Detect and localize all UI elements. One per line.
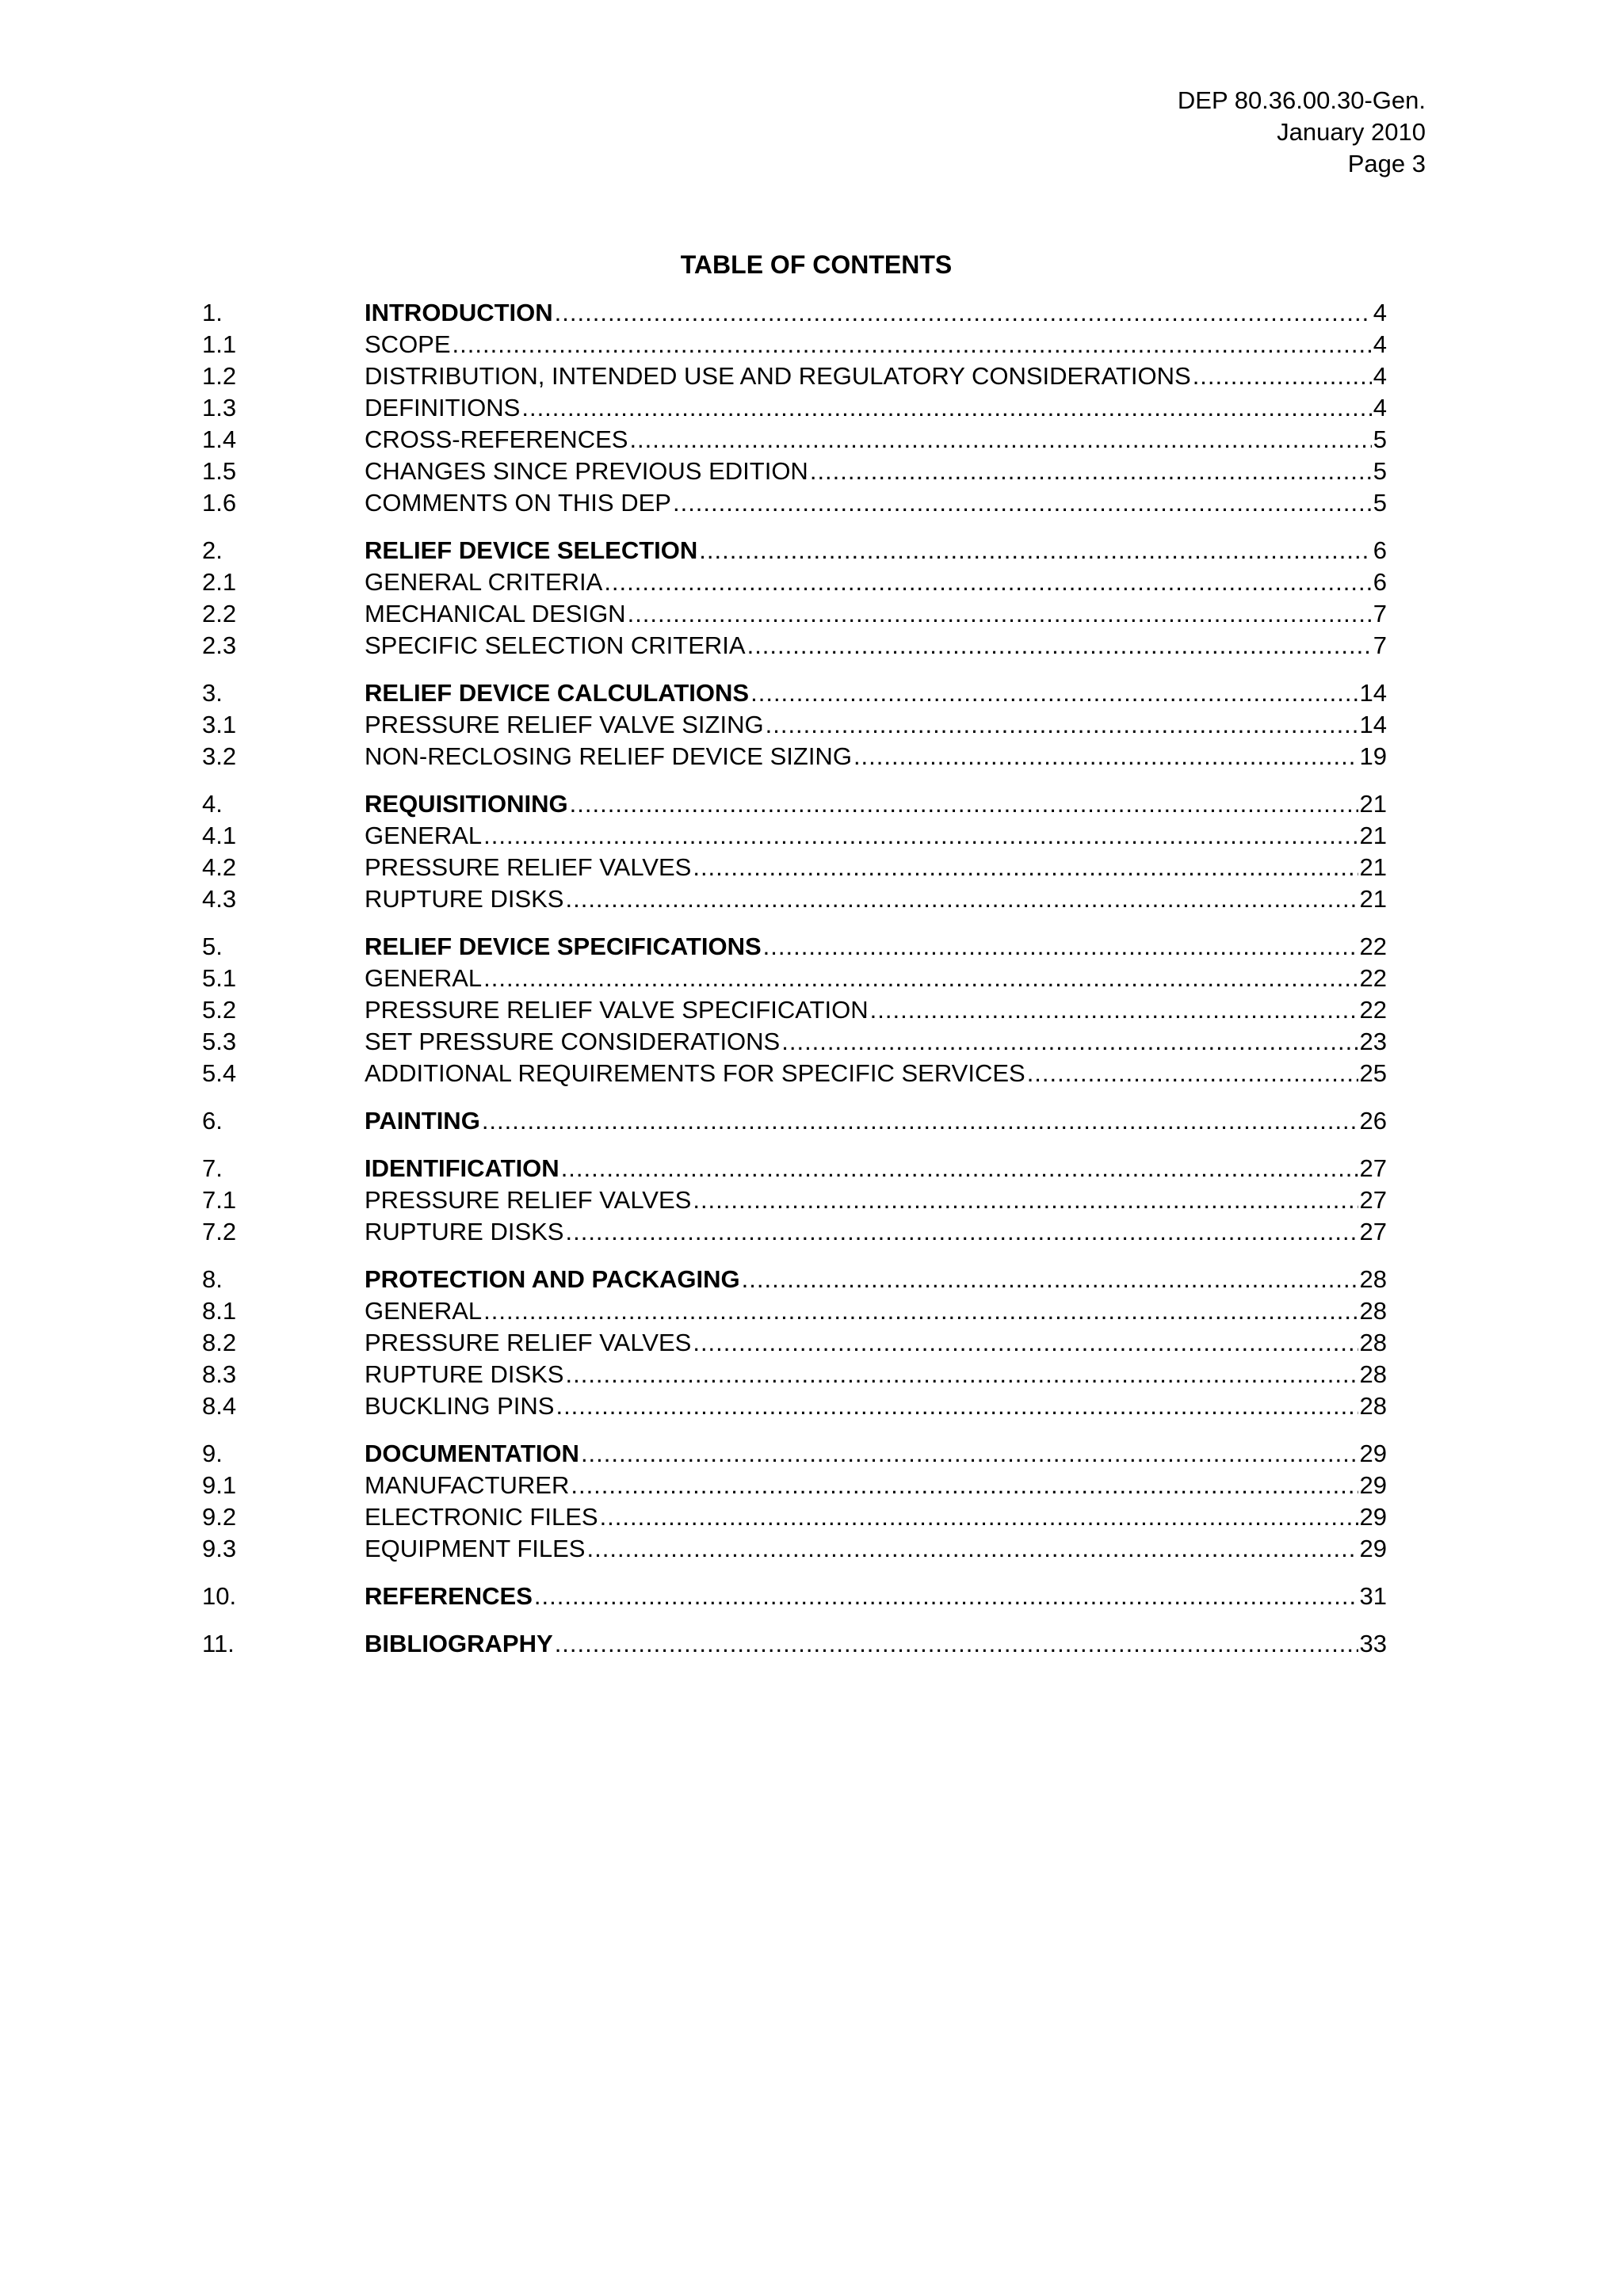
toc-number: 11. xyxy=(202,1630,235,1657)
toc-page-number: 22 xyxy=(1359,964,1387,992)
toc-number: 8. xyxy=(202,1265,223,1293)
toc-label: PAINTING xyxy=(365,1107,480,1135)
dot-leader xyxy=(571,1470,1358,1501)
toc-page-number: 29 xyxy=(1359,1440,1387,1467)
toc-section[interactable] xyxy=(202,1105,1387,1137)
toc-label: COMMENTS ON THIS DEP xyxy=(365,489,671,517)
toc-number: 4.1 xyxy=(202,822,237,849)
toc-subsection[interactable] xyxy=(202,709,1387,741)
toc-subsection[interactable] xyxy=(202,852,1387,883)
toc-label: PRESSURE RELIEF VALVE SPECIFICATION xyxy=(365,996,869,1024)
dot-leader xyxy=(565,883,1358,915)
toc-label: REQUISITIONING xyxy=(365,790,568,818)
toc-entry xyxy=(365,297,1387,329)
toc-entry xyxy=(365,1153,1387,1184)
toc-label: GENERAL CRITERIA xyxy=(365,568,603,596)
toc-entry xyxy=(365,329,1387,360)
toc-entry xyxy=(365,487,1387,519)
toc-number: 1.3 xyxy=(202,394,237,421)
toc-page-number: 14 xyxy=(1359,711,1387,738)
toc-number: 8.4 xyxy=(202,1392,237,1420)
dot-leader xyxy=(483,820,1358,852)
toc-number: 6. xyxy=(202,1107,223,1135)
document-date: January 2010 xyxy=(1277,118,1426,146)
toc-number: 1. xyxy=(202,299,223,326)
toc-label: EQUIPMENT FILES xyxy=(365,1535,586,1562)
toc-label: MANUFACTURER xyxy=(365,1471,570,1499)
dot-leader xyxy=(555,1628,1358,1660)
dot-leader xyxy=(629,424,1371,456)
dot-leader xyxy=(750,677,1358,709)
toc-number: 2.1 xyxy=(202,568,237,596)
toc-label: IDENTIFICATION xyxy=(365,1154,559,1182)
toc-entry xyxy=(365,963,1387,994)
toc-entry xyxy=(365,883,1387,915)
toc-entry xyxy=(365,741,1387,772)
dot-leader xyxy=(693,852,1358,883)
dot-leader xyxy=(565,1359,1358,1390)
toc-label: GENERAL xyxy=(365,964,483,992)
dot-leader xyxy=(581,1438,1358,1470)
toc-label: PRESSURE RELIEF VALVES xyxy=(365,1186,692,1214)
dot-leader xyxy=(565,1216,1358,1248)
dot-leader xyxy=(1027,1058,1358,1089)
toc-entry xyxy=(365,456,1387,487)
toc-label: RUPTURE DISKS xyxy=(365,885,564,913)
toc-subsection[interactable] xyxy=(202,456,1387,487)
toc-page-number: 21 xyxy=(1359,790,1387,818)
toc-label: ELECTRONIC FILES xyxy=(365,1503,598,1531)
toc-subsection[interactable] xyxy=(202,598,1387,630)
toc-section[interactable] xyxy=(202,297,1387,329)
toc-entry xyxy=(365,1390,1387,1422)
toc-label: RELIEF DEVICE SPECIFICATIONS xyxy=(365,933,762,960)
toc-label: SET PRESSURE CONSIDERATIONS xyxy=(365,1028,781,1055)
dot-leader xyxy=(781,1026,1358,1058)
toc-subsection[interactable] xyxy=(202,487,1387,519)
toc-number: 1.1 xyxy=(202,330,237,358)
table-of-contents xyxy=(202,297,1387,1660)
toc-subsection[interactable] xyxy=(202,630,1387,662)
toc-section[interactable] xyxy=(202,1438,1387,1470)
dot-leader xyxy=(693,1327,1358,1359)
dot-leader xyxy=(742,1264,1358,1295)
toc-subsection[interactable] xyxy=(202,1058,1387,1089)
toc-page-number: 21 xyxy=(1359,822,1387,849)
toc-number: 2. xyxy=(202,536,223,564)
toc-entry xyxy=(365,1533,1387,1565)
toc-subsection[interactable] xyxy=(202,883,1387,915)
toc-page-number: 5 xyxy=(1373,425,1387,453)
toc-subsection[interactable] xyxy=(202,1327,1387,1359)
toc-subsection[interactable] xyxy=(202,1470,1387,1501)
toc-number: 2.2 xyxy=(202,600,237,627)
toc-subsection[interactable] xyxy=(202,1533,1387,1565)
toc-page-number: 27 xyxy=(1359,1154,1387,1182)
dot-leader xyxy=(600,1501,1358,1533)
toc-entry xyxy=(365,1628,1387,1660)
toc-entry xyxy=(365,630,1387,662)
toc-page-number: 28 xyxy=(1359,1297,1387,1325)
toc-label: ADDITIONAL REQUIREMENTS FOR SPECIFIC SERVICES xyxy=(365,1059,1025,1087)
toc-number: 4.3 xyxy=(202,885,237,913)
toc-label: PRESSURE RELIEF VALVES xyxy=(365,853,692,881)
toc-label: SPECIFIC SELECTION CRITERIA xyxy=(365,631,746,659)
toc-entry xyxy=(365,1216,1387,1248)
toc-subsection[interactable] xyxy=(202,360,1387,392)
toc-entry xyxy=(365,1470,1387,1501)
toc-label: DOCUMENTATION xyxy=(365,1440,579,1467)
dot-leader xyxy=(693,1184,1358,1216)
page-header xyxy=(1178,85,1426,180)
dot-leader xyxy=(453,329,1372,360)
toc-number: 7.2 xyxy=(202,1218,237,1245)
toc-page-number: 28 xyxy=(1359,1265,1387,1293)
toc-page-number: 4 xyxy=(1373,394,1387,421)
toc-entry xyxy=(365,788,1387,820)
toc-page-number: 31 xyxy=(1359,1582,1387,1610)
toc-label: GENERAL xyxy=(365,822,483,849)
toc-subsection[interactable] xyxy=(202,820,1387,852)
toc-number: 4.2 xyxy=(202,853,237,881)
toc-subsection[interactable] xyxy=(202,392,1387,424)
dot-leader xyxy=(604,566,1371,598)
dot-leader xyxy=(534,1581,1358,1612)
toc-label: PROTECTION AND PACKAGING xyxy=(365,1265,740,1293)
toc-number: 1.6 xyxy=(202,489,237,517)
toc-subsection[interactable] xyxy=(202,329,1387,360)
toc-page-number: 28 xyxy=(1359,1392,1387,1420)
toc-subsection[interactable] xyxy=(202,1216,1387,1248)
toc-number: 2.3 xyxy=(202,631,237,659)
toc-label: RELIEF DEVICE CALCULATIONS xyxy=(365,679,750,707)
toc-number: 5.4 xyxy=(202,1059,237,1087)
dot-leader xyxy=(699,535,1371,566)
toc-entry xyxy=(365,994,1387,1026)
toc-section[interactable] xyxy=(202,788,1387,820)
toc-page-number: 4 xyxy=(1373,330,1387,358)
dot-leader xyxy=(561,1153,1358,1184)
toc-title: TABLE OF CONTENTS xyxy=(680,250,953,279)
toc-label: INTRODUCTION xyxy=(365,299,553,326)
toc-label: PRESSURE RELIEF VALVES xyxy=(365,1329,692,1356)
toc-subsection[interactable] xyxy=(202,1390,1387,1422)
toc-number: 7.1 xyxy=(202,1186,237,1214)
toc-page-number: 21 xyxy=(1359,853,1387,881)
toc-subsection[interactable] xyxy=(202,994,1387,1026)
toc-page-number: 6 xyxy=(1373,568,1387,596)
toc-page-number: 28 xyxy=(1359,1360,1387,1388)
toc-page-number: 14 xyxy=(1359,679,1387,707)
toc-number: 9.3 xyxy=(202,1535,237,1562)
toc-label: PRESSURE RELIEF VALVE SIZING xyxy=(365,711,764,738)
toc-entry xyxy=(365,1327,1387,1359)
toc-page-number: 22 xyxy=(1359,933,1387,960)
dot-leader xyxy=(854,741,1358,772)
toc-number: 10. xyxy=(202,1582,237,1610)
toc-page-number: 29 xyxy=(1359,1503,1387,1531)
toc-section[interactable] xyxy=(202,1264,1387,1295)
toc-entry xyxy=(365,852,1387,883)
toc-entry xyxy=(365,709,1387,741)
toc-number: 3.1 xyxy=(202,711,237,738)
toc-entry xyxy=(365,1501,1387,1533)
toc-label: DEFINITIONS xyxy=(365,394,521,421)
toc-page-number: 19 xyxy=(1359,742,1387,770)
toc-entry xyxy=(365,392,1387,424)
dot-leader xyxy=(673,487,1372,519)
toc-page-number: 4 xyxy=(1373,362,1387,390)
toc-number: 5. xyxy=(202,933,223,960)
toc-label: RELIEF DEVICE SELECTION xyxy=(365,536,698,564)
toc-number: 8.1 xyxy=(202,1297,237,1325)
toc-entry xyxy=(365,820,1387,852)
toc-entry xyxy=(365,931,1387,963)
toc-number: 5.2 xyxy=(202,996,237,1024)
dot-leader xyxy=(587,1533,1358,1565)
toc-subsection[interactable] xyxy=(202,424,1387,456)
dot-leader xyxy=(482,1105,1358,1137)
toc-section[interactable] xyxy=(202,931,1387,963)
toc-page-number: 33 xyxy=(1359,1630,1387,1657)
dot-leader xyxy=(570,788,1358,820)
toc-entry xyxy=(365,598,1387,630)
toc-entry xyxy=(365,1105,1387,1137)
toc-page-number: 22 xyxy=(1359,996,1387,1024)
toc-number: 8.3 xyxy=(202,1360,237,1388)
toc-number: 8.2 xyxy=(202,1329,237,1356)
toc-page-number: 29 xyxy=(1359,1535,1387,1562)
toc-page-number: 5 xyxy=(1373,457,1387,485)
toc-page-number: 27 xyxy=(1359,1186,1387,1214)
toc-number: 3. xyxy=(202,679,223,707)
dot-leader xyxy=(870,994,1358,1026)
toc-page-number: 25 xyxy=(1359,1059,1387,1087)
toc-number: 1.4 xyxy=(202,425,237,453)
toc-number: 9. xyxy=(202,1440,223,1467)
toc-label: DISTRIBUTION, INTENDED USE AND REGULATORY CONSIDERATIONS xyxy=(365,362,1191,390)
toc-entry xyxy=(365,1026,1387,1058)
toc-label: NON-RECLOSING RELIEF DEVICE SIZING xyxy=(365,742,852,770)
dot-leader xyxy=(763,931,1358,963)
toc-entry xyxy=(365,1264,1387,1295)
toc-number: 4. xyxy=(202,790,223,818)
dot-leader xyxy=(810,456,1372,487)
toc-entry xyxy=(365,1295,1387,1327)
toc-label: BUCKLING PINS xyxy=(365,1392,555,1420)
toc-label: CROSS-REFERENCES xyxy=(365,425,628,453)
toc-label: RUPTURE DISKS xyxy=(365,1360,564,1388)
toc-label: RUPTURE DISKS xyxy=(365,1218,564,1245)
toc-page-number: 5 xyxy=(1373,489,1387,517)
toc-subsection[interactable] xyxy=(202,741,1387,772)
toc-number: 1.5 xyxy=(202,457,237,485)
toc-entry xyxy=(365,535,1387,566)
toc-label: CHANGES SINCE PREVIOUS EDITION xyxy=(365,457,808,485)
toc-subsection[interactable] xyxy=(202,1184,1387,1216)
toc-label: BIBLIOGRAPHY xyxy=(365,1630,553,1657)
toc-entry xyxy=(365,677,1387,709)
toc-section[interactable] xyxy=(202,677,1387,709)
toc-entry xyxy=(365,1359,1387,1390)
page-number: Page 3 xyxy=(1347,150,1426,177)
toc-page-number: 23 xyxy=(1359,1028,1387,1055)
toc-section[interactable] xyxy=(202,535,1387,566)
dot-leader xyxy=(483,1295,1358,1327)
toc-label: GENERAL xyxy=(365,1297,483,1325)
document-id: DEP 80.36.00.30-Gen. xyxy=(1177,86,1426,114)
toc-page-number: 29 xyxy=(1359,1471,1387,1499)
toc-entry xyxy=(365,1581,1387,1612)
toc-label: SCOPE xyxy=(365,330,451,358)
toc-page-number: 28 xyxy=(1359,1329,1387,1356)
toc-subsection[interactable] xyxy=(202,566,1387,598)
dot-leader xyxy=(628,598,1372,630)
toc-number: 7. xyxy=(202,1154,223,1182)
toc-subsection[interactable] xyxy=(202,1295,1387,1327)
toc-entry xyxy=(365,566,1387,598)
toc-number: 9.2 xyxy=(202,1503,237,1531)
toc-page-number: 7 xyxy=(1373,631,1387,659)
dot-leader xyxy=(483,963,1358,994)
toc-subsection[interactable] xyxy=(202,963,1387,994)
dot-leader xyxy=(1193,360,1372,392)
toc-entry xyxy=(365,1184,1387,1216)
toc-section[interactable] xyxy=(202,1628,1387,1660)
toc-page-number: 26 xyxy=(1359,1107,1387,1135)
toc-number: 3.2 xyxy=(202,742,237,770)
toc-subsection[interactable] xyxy=(202,1501,1387,1533)
toc-page-number: 21 xyxy=(1359,885,1387,913)
toc-page-number: 4 xyxy=(1373,299,1387,326)
toc-entry xyxy=(365,1058,1387,1089)
dot-leader xyxy=(556,1390,1358,1422)
toc-entry xyxy=(365,360,1387,392)
toc-number: 5.3 xyxy=(202,1028,237,1055)
toc-number: 9.1 xyxy=(202,1471,237,1499)
toc-page-number: 27 xyxy=(1359,1218,1387,1245)
toc-section[interactable] xyxy=(202,1153,1387,1184)
dot-leader xyxy=(555,297,1372,329)
toc-section[interactable] xyxy=(202,1581,1387,1612)
dot-leader xyxy=(766,709,1358,741)
dot-leader xyxy=(747,630,1372,662)
toc-number: 1.2 xyxy=(202,362,237,390)
toc-entry xyxy=(365,1438,1387,1470)
toc-page-number: 7 xyxy=(1373,600,1387,627)
toc-subsection[interactable] xyxy=(202,1359,1387,1390)
toc-number: 5.1 xyxy=(202,964,237,992)
toc-entry xyxy=(365,424,1387,456)
toc-page-number: 6 xyxy=(1373,536,1387,564)
toc-label: REFERENCES xyxy=(365,1582,533,1610)
toc-subsection[interactable] xyxy=(202,1026,1387,1058)
toc-label: MECHANICAL DESIGN xyxy=(365,600,626,627)
dot-leader xyxy=(521,392,1371,424)
